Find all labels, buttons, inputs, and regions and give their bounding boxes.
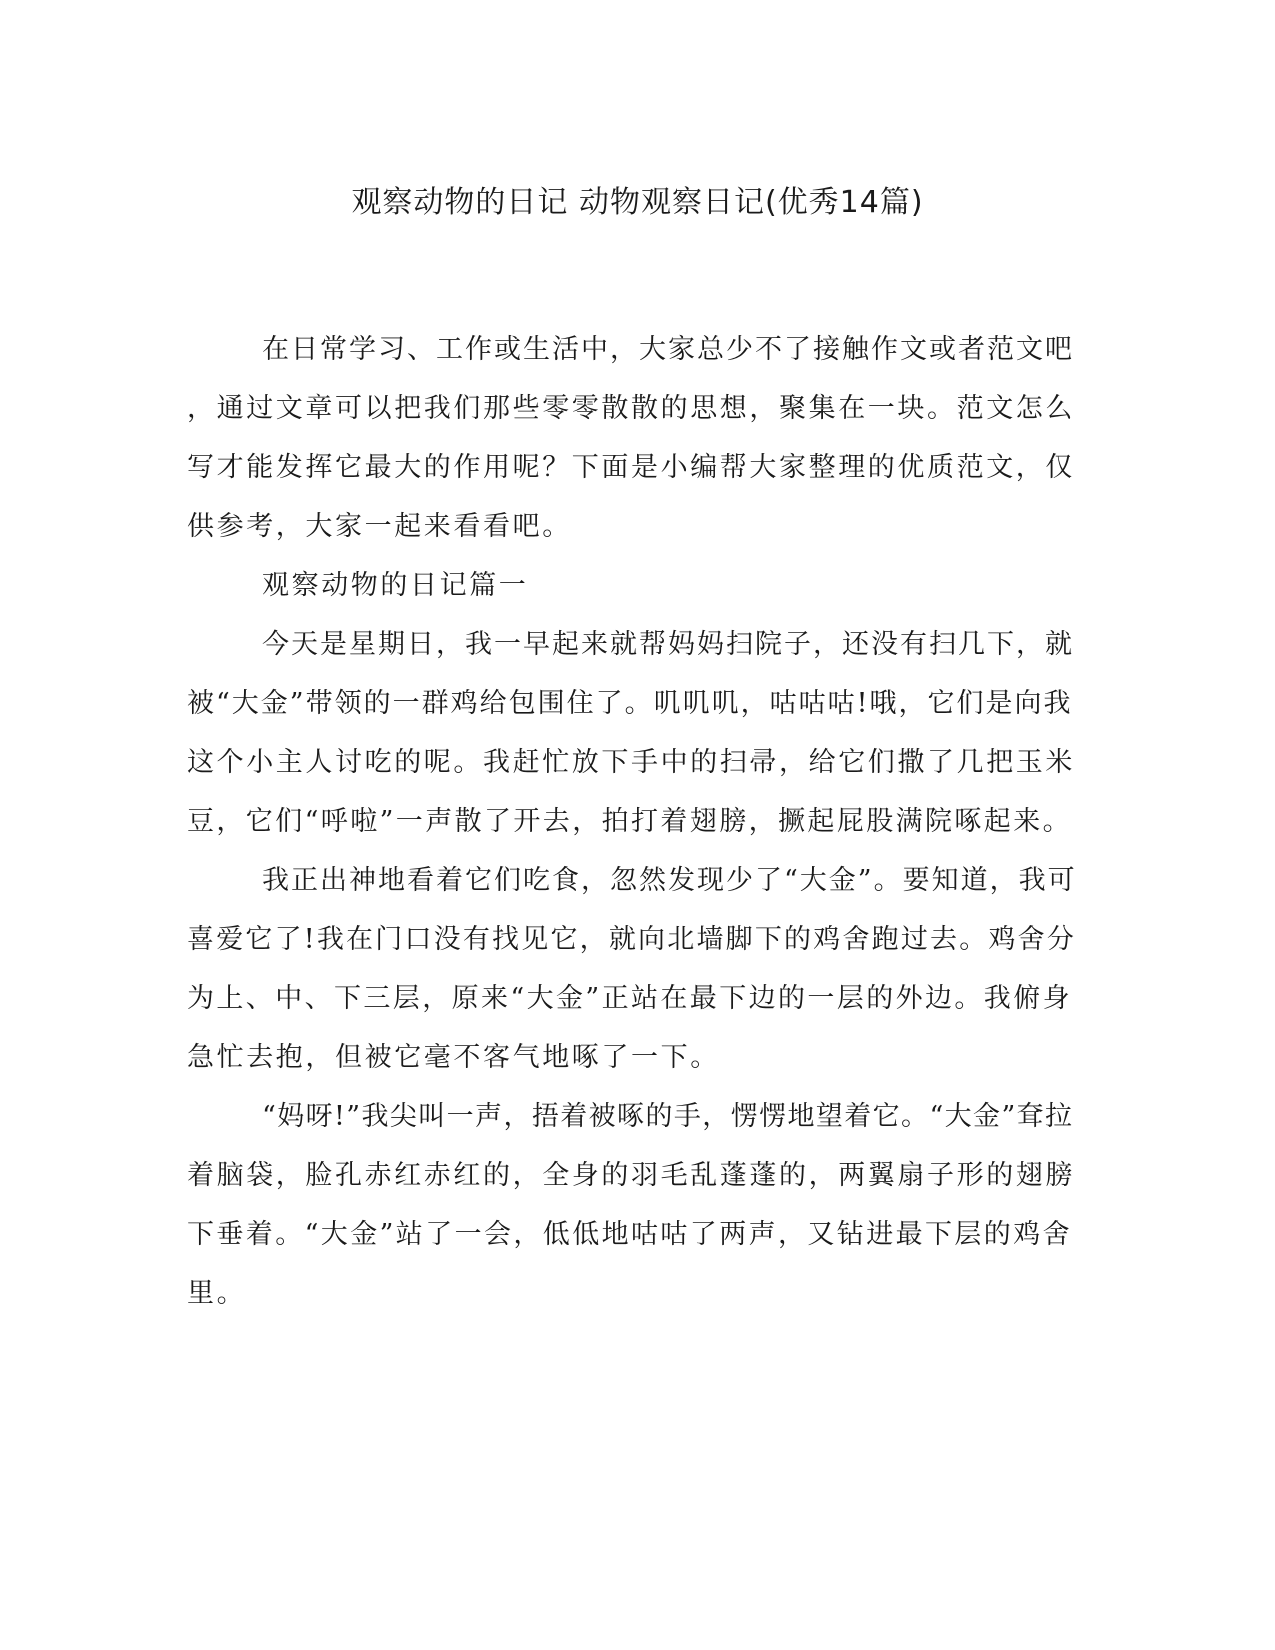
text-line: 被“大金”带领的一群鸡给包围住了。叽叽叽，咕咕咕!哦，它们是向我 bbox=[187, 688, 1073, 719]
text-line: 下垂着。“大金”站了一会，低低地咕咕了两声，又钻进最下层的鸡舍 bbox=[187, 1219, 1073, 1250]
text-line: 急忙去抱，但被它毫不客气地啄了一下。 bbox=[187, 1042, 720, 1073]
text-line: 这个小主人讨吃的呢。我赶忙放下手中的扫帚，给它们撒了几把玉米 bbox=[187, 747, 1075, 778]
text-line: 喜爱它了!我在门口没有找见它，就向北墙脚下的鸡舍跑过去。鸡舍分 bbox=[187, 924, 1077, 955]
text-line: 写才能发挥它最大的作用呢？下面是小编帮大家整理的优质范文，仅 bbox=[187, 452, 1075, 483]
text-line: 豆，它们“呼啦”一声散了开去，拍打着翅膀，撅起屁股满院啄起来。 bbox=[187, 806, 1073, 837]
text-line: 观察动物的日记篇一 bbox=[262, 570, 529, 601]
text-line: 我正出神地看着它们吃食，忽然发现少了“大金”。要知道，我可 bbox=[262, 865, 1077, 896]
text-line: 今天是星期日，我一早起来就帮妈妈扫院子，还没有扫几下，就 bbox=[262, 629, 1074, 660]
text-line: 里。 bbox=[187, 1278, 247, 1309]
text-line: 为上、中、下三层，原来“大金”正站在最下边的一层的外边。我俯身 bbox=[187, 983, 1073, 1014]
text-line: 供参考，大家一起来看看吧。 bbox=[187, 511, 572, 542]
text-line: ，通过文章可以把我们那些零零散散的思想，聚集在一块。范文怎么 bbox=[187, 393, 1075, 424]
text-line: “妈呀!”我尖叫一声，捂着被啄的手，愣愣地望着它。“大金”耷拉 bbox=[262, 1101, 1074, 1132]
document-title: 观察动物的日记 动物观察日记(优秀14篇) bbox=[351, 185, 924, 220]
document-body bbox=[187, 320, 1077, 1323]
text-line: 着脑袋，脸孔赤红赤红的，全身的羽毛乱蓬蓬的，两翼扇子形的翅膀 bbox=[187, 1160, 1075, 1191]
text-line: 在日常学习、工作或生活中，大家总少不了接触作文或者范文吧 bbox=[262, 334, 1074, 365]
